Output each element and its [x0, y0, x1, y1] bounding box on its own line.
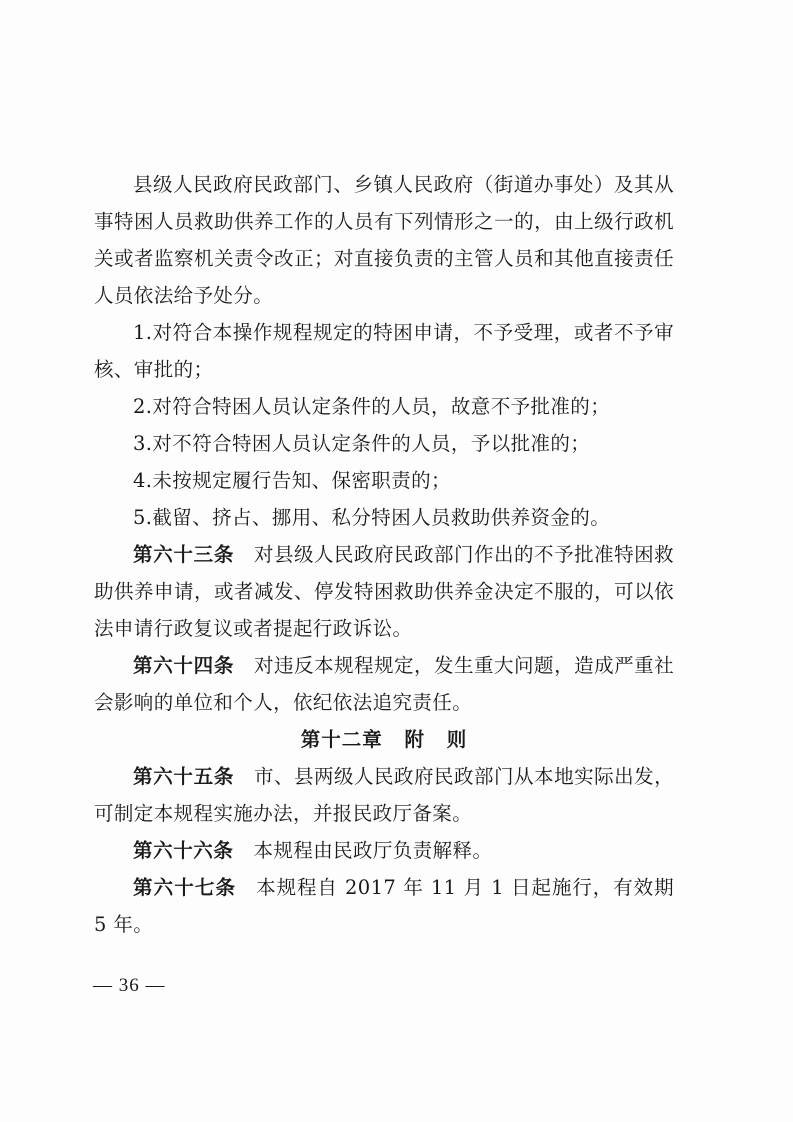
article-64 — [94, 647, 674, 721]
article-65-number: 第六十五条 — [133, 765, 235, 788]
chapter-title: 第十二章 附 则 — [300, 728, 468, 751]
article-67-number: 第六十七条 — [133, 876, 237, 899]
article-67-text: 本规程自 2017 年 11 月 1 日起施行，有效期 5 年。 — [94, 876, 674, 936]
list-item-4: 4.未按规定履行告知、保密职责的； — [133, 469, 451, 492]
document-body — [94, 166, 674, 943]
list-item-5: 5.截留、挤占、挪用、私分特困人员救助供养资金的。 — [133, 506, 611, 529]
list-item-1: 1.对符合本操作规程规定的特困申请，不予受理，或者不予审核、审批的； — [94, 321, 674, 381]
article-65-text: 市、县两级人民政府民政部门从本地实际出发，可制定本规程实施办法，并报民政厅备案。 — [94, 765, 674, 825]
article-63 — [94, 536, 674, 647]
paragraph-intro: 县级人民政府民政部门、乡镇人民政府（街道办事处）及其从事特困人员救助供养工作的人员有下列情形之一的，由上级行政机关或者监察机关责令改正；对直接负责的主管人员和其他直接责任人员依法给予处分。 — [94, 173, 674, 307]
article-63-text: 对县级人民政府民政部门作出的不予批准特困救助供养申请，或者减发、停发特困救助供养金决定不服的，可以依法申请行政复议或者提起行政诉讼。 — [94, 543, 674, 640]
article-64-number: 第六十四条 — [133, 654, 235, 677]
article-66-text: 本规程由民政厅负责解释。 — [253, 839, 493, 862]
article-65 — [94, 758, 674, 832]
list-item-3: 3.对不符合特困人员认定条件的人员，予以批准的； — [133, 432, 591, 455]
article-64-text: 对违反本规程规定，发生重大问题，造成严重社会影响的单位和个人，依纪依法追究责任。 — [94, 654, 674, 714]
article-66 — [94, 832, 674, 869]
article-63-number: 第六十三条 — [133, 543, 235, 566]
article-66-number: 第六十六条 — [133, 839, 234, 862]
article-67 — [94, 869, 674, 943]
list-item-2: 2.对符合特困人员认定条件的人员，故意不予批准的； — [133, 395, 611, 418]
page-number: — 36 — — [93, 975, 166, 996]
